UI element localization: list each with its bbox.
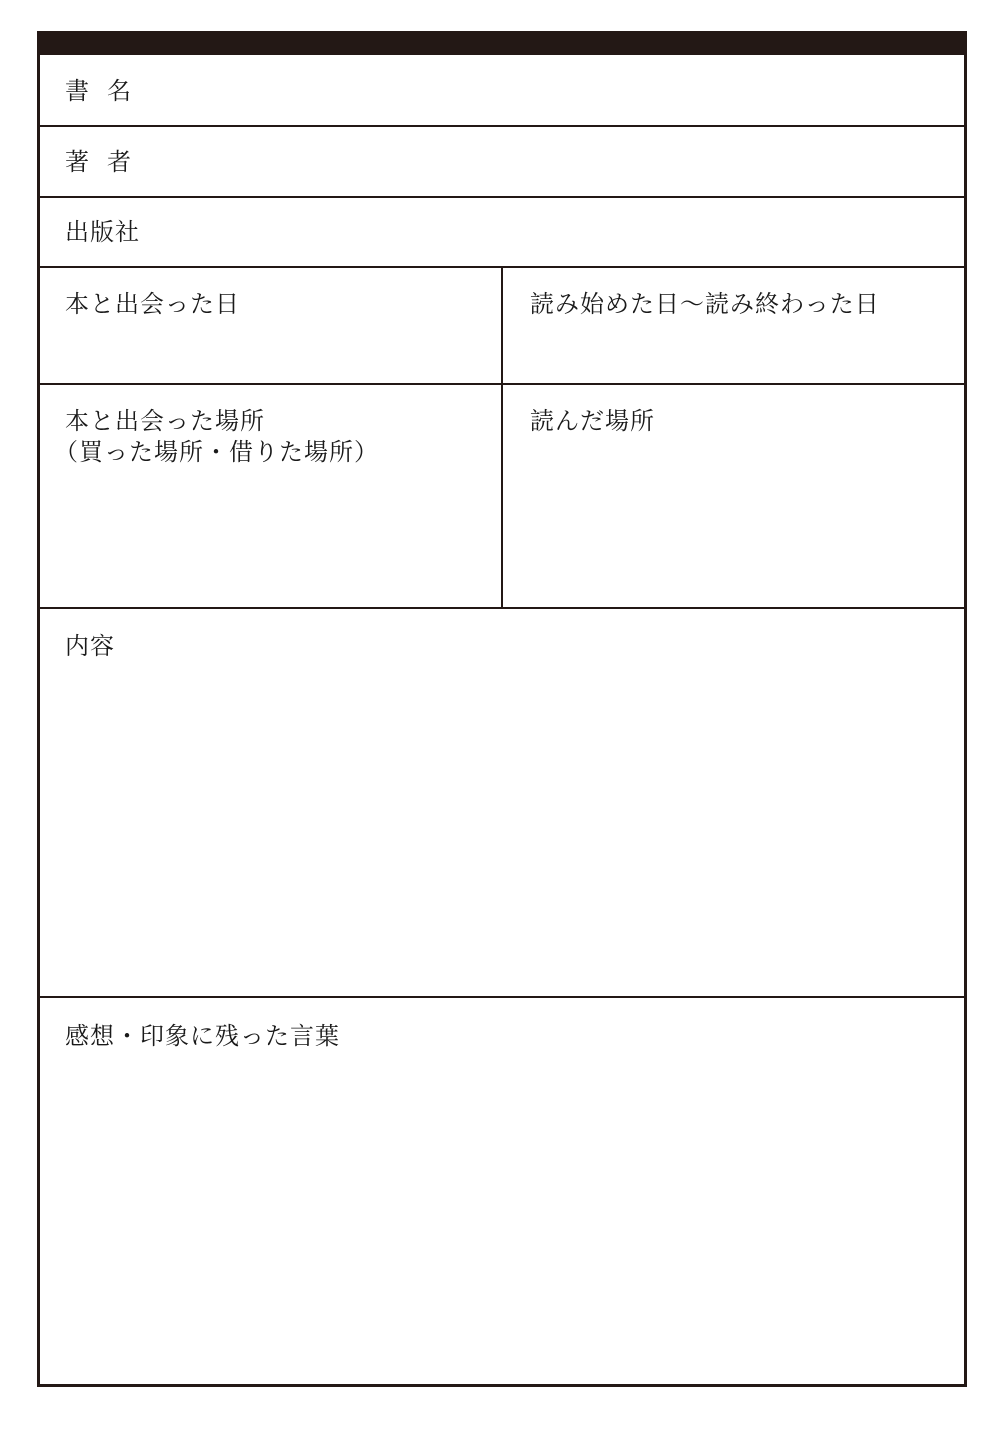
impressions-label: 感想・印象に残った言葉 <box>65 1022 340 1050</box>
author-label: 著者 <box>65 148 149 176</box>
met-date-label: 本と出会った日 <box>65 290 240 318</box>
title-row[interactable] <box>40 55 964 127</box>
met-place-cell[interactable] <box>40 385 503 607</box>
reading-record-sheet <box>37 31 967 1387</box>
dates-row <box>40 268 964 385</box>
impressions-row[interactable] <box>40 998 964 1384</box>
read-place-cell[interactable] <box>503 385 964 607</box>
content-row[interactable] <box>40 609 964 998</box>
publisher-row[interactable] <box>40 198 964 268</box>
content-label: 内容 <box>65 632 115 660</box>
author-row[interactable] <box>40 127 964 198</box>
met-place-label-line2: （買った場所・借りた場所） <box>54 438 379 466</box>
reading-period-cell[interactable] <box>503 268 964 383</box>
met-place-label-line1: 本と出会った場所 <box>65 407 265 435</box>
publisher-label: 出版社 <box>65 218 140 246</box>
places-row <box>40 385 964 609</box>
title-label: 書名 <box>65 77 149 105</box>
met-date-cell[interactable] <box>40 268 503 383</box>
read-place-label: 読んだ場所 <box>530 407 655 435</box>
reading-period-label: 読み始めた日～読み終わった日 <box>530 290 880 318</box>
